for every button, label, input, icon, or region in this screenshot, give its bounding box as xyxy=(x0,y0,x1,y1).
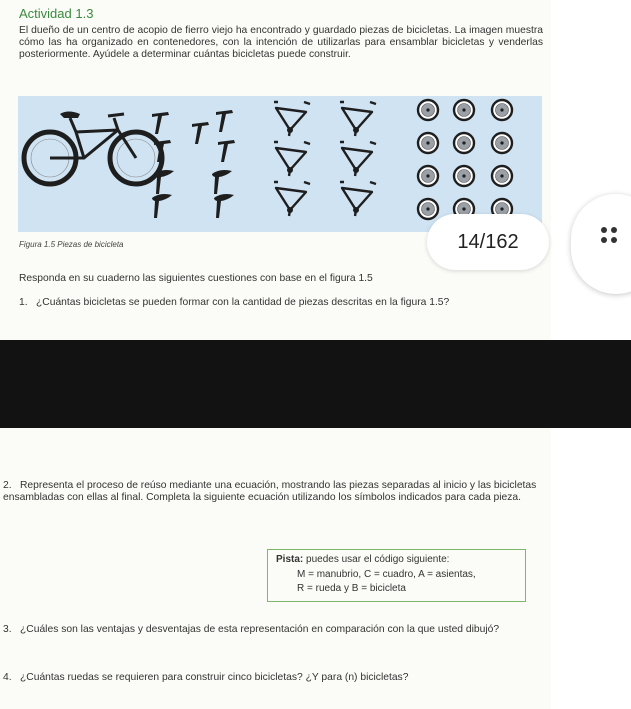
bicycle-parts-illustration xyxy=(18,96,542,232)
activity-intro: El dueño de un centro de acopio de fierro viejo ha encontrado y guardado piezas de bicicletas. La imagen muestra cómo las ha organizado en contenedores, con la intención de utilizarlas para ensamblar bicicletas y venderlas posteriormente. Ayúdele a determinar cuántas bicicletas puede construir. xyxy=(19,25,543,61)
question-number: 1. xyxy=(19,297,28,308)
document-page-bottom xyxy=(0,428,551,709)
question-number: 2. xyxy=(3,480,12,491)
page-gap xyxy=(0,340,631,428)
question-text: ¿Cuántas bicicletas se pueden formar con la cantidad de piezas descritas en la figura 1.5? xyxy=(36,297,450,308)
hint-title xyxy=(276,554,449,565)
question-1 xyxy=(19,297,544,309)
hint-intro: puedes usar el código siguiente: xyxy=(303,554,450,565)
figure-caption: Figura 1.5 Piezas de bicicleta xyxy=(19,240,124,249)
document-page-top xyxy=(0,0,551,340)
question-text: ¿Cuáles son las ventajas y desventajas de esta representación en comparación con la que usted dibujó? xyxy=(20,624,500,635)
wheel-icon xyxy=(418,100,512,219)
more-dots-icon xyxy=(601,227,623,249)
question-text: Representa el proceso de reúso mediante una ecuación, mostrando las piezas separadas al inicio y las bicicletas ensambladas con ellas al final. Completa la siguiente ecuación utilizando los símbolos indicados para cada pieza. xyxy=(3,480,537,504)
activity-title: Actividad 1.3 xyxy=(19,6,94,21)
hint-label: Pista: xyxy=(276,554,304,565)
hint-box xyxy=(267,549,526,602)
question-3 xyxy=(3,624,541,636)
instructions-text: Responda en su cuaderno las siguientes cuestiones con base en el figura 1.5 xyxy=(19,273,373,284)
bicycle-icon xyxy=(24,112,162,185)
bicycle-parts-figure xyxy=(18,96,542,232)
question-number: 3. xyxy=(3,624,12,635)
hint-code-line-1: M = manubrio, C = cuadro, A = asientas, xyxy=(297,569,476,580)
seat-icon xyxy=(152,170,234,218)
question-number: 4. xyxy=(3,672,12,683)
question-2 xyxy=(3,480,541,504)
page-counter[interactable]: 14/162 xyxy=(427,214,549,270)
hint-code-line-2: R = rueda y B = bicicleta xyxy=(297,583,406,594)
handlebar-icon xyxy=(152,110,235,162)
frame-icon xyxy=(274,102,376,216)
question-4 xyxy=(3,672,541,684)
question-text: ¿Cuántas ruedas se requieren para construir cinco bicicletas? ¿Y para (n) bicicletas? xyxy=(20,672,409,683)
